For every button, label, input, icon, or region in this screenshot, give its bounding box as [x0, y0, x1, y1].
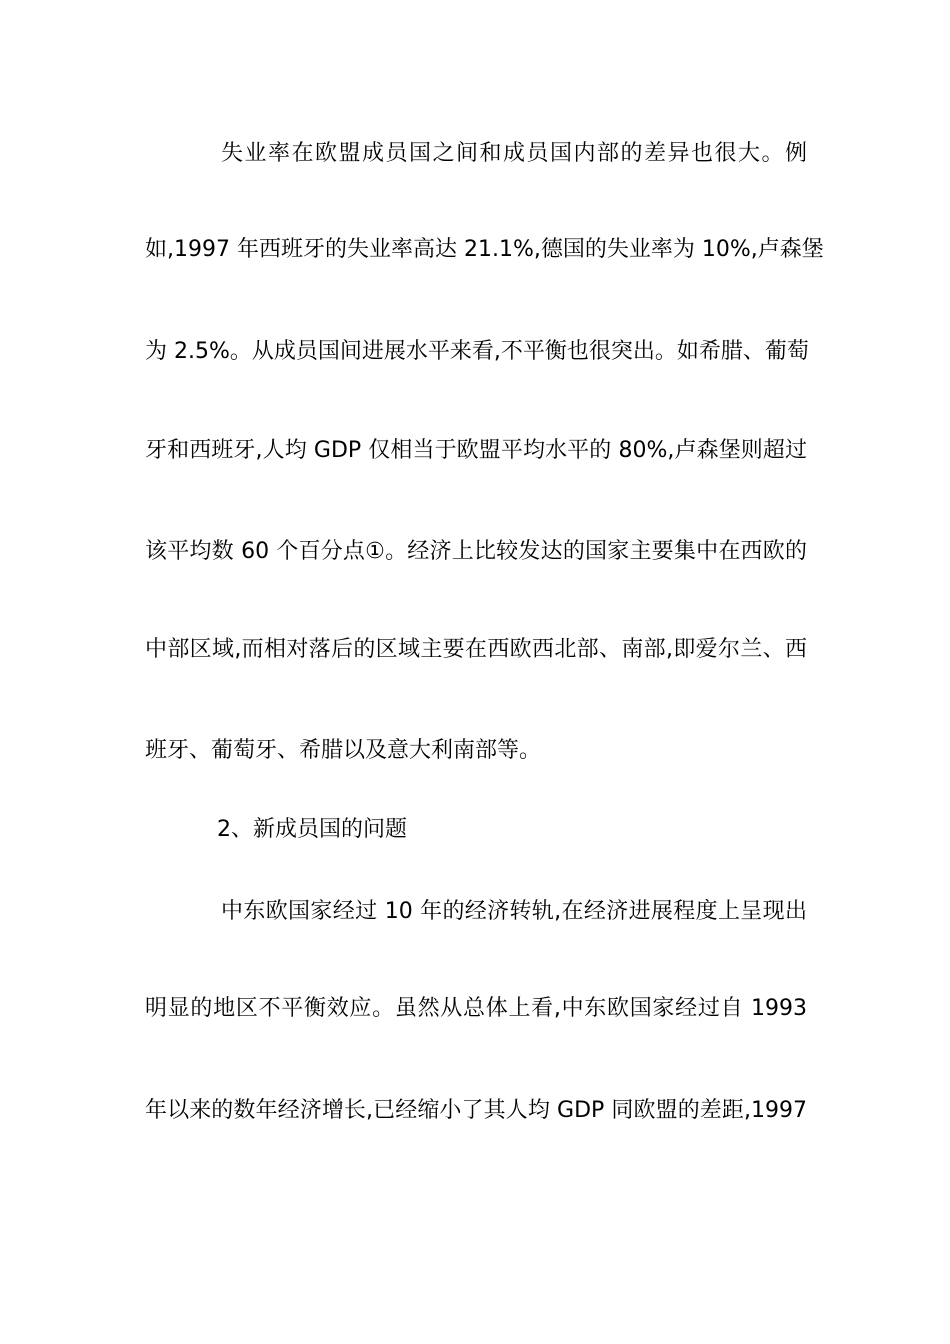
paragraph-2-line-2: 明显的地区不平衡效应。虽然从总体上看,中东欧国家经过自 1993: [145, 996, 807, 1021]
section-heading: 2、新成员国的问题: [217, 817, 407, 842]
paragraph-2-line-1: 中东欧国家经过 10 年的经济转轨,在经济进展程度上呈现出: [221, 899, 807, 924]
paragraph-1-line-7: 班牙、葡萄牙、希腊以及意大利南部等。: [145, 738, 542, 763]
paragraph-1-line-5: 该平均数 60 个百分点①。经济上比较发达的国家主要集中在西欧的: [145, 539, 807, 564]
paragraph-2-line-3: 年以来的数年经济增长,已经缩小了其人均 GDP 同欧盟的差距,1997: [145, 1098, 807, 1123]
paragraph-1-line-2: 如,1997 年西班牙的失业率高达 21.1%,德国的失业率为 10%,卢森堡: [145, 237, 824, 262]
paragraph-1-line-3: 为 2.5%。从成员国间进展水平来看,不平衡也很突出。如希腊、葡萄: [145, 339, 809, 364]
paragraph-1-line-6: 中部区域,而相对落后的区域主要在西欧西北部、南部,即爱尔兰、西: [145, 637, 807, 662]
paragraph-1-line-4: 牙和西班牙,人均 GDP 仅相当于欧盟平均水平的 80%,卢森堡则超过: [145, 438, 807, 463]
paragraph-1-line-1: 失业率在欧盟成员国之间和成员国内部的差异也很大。例: [221, 141, 807, 166]
